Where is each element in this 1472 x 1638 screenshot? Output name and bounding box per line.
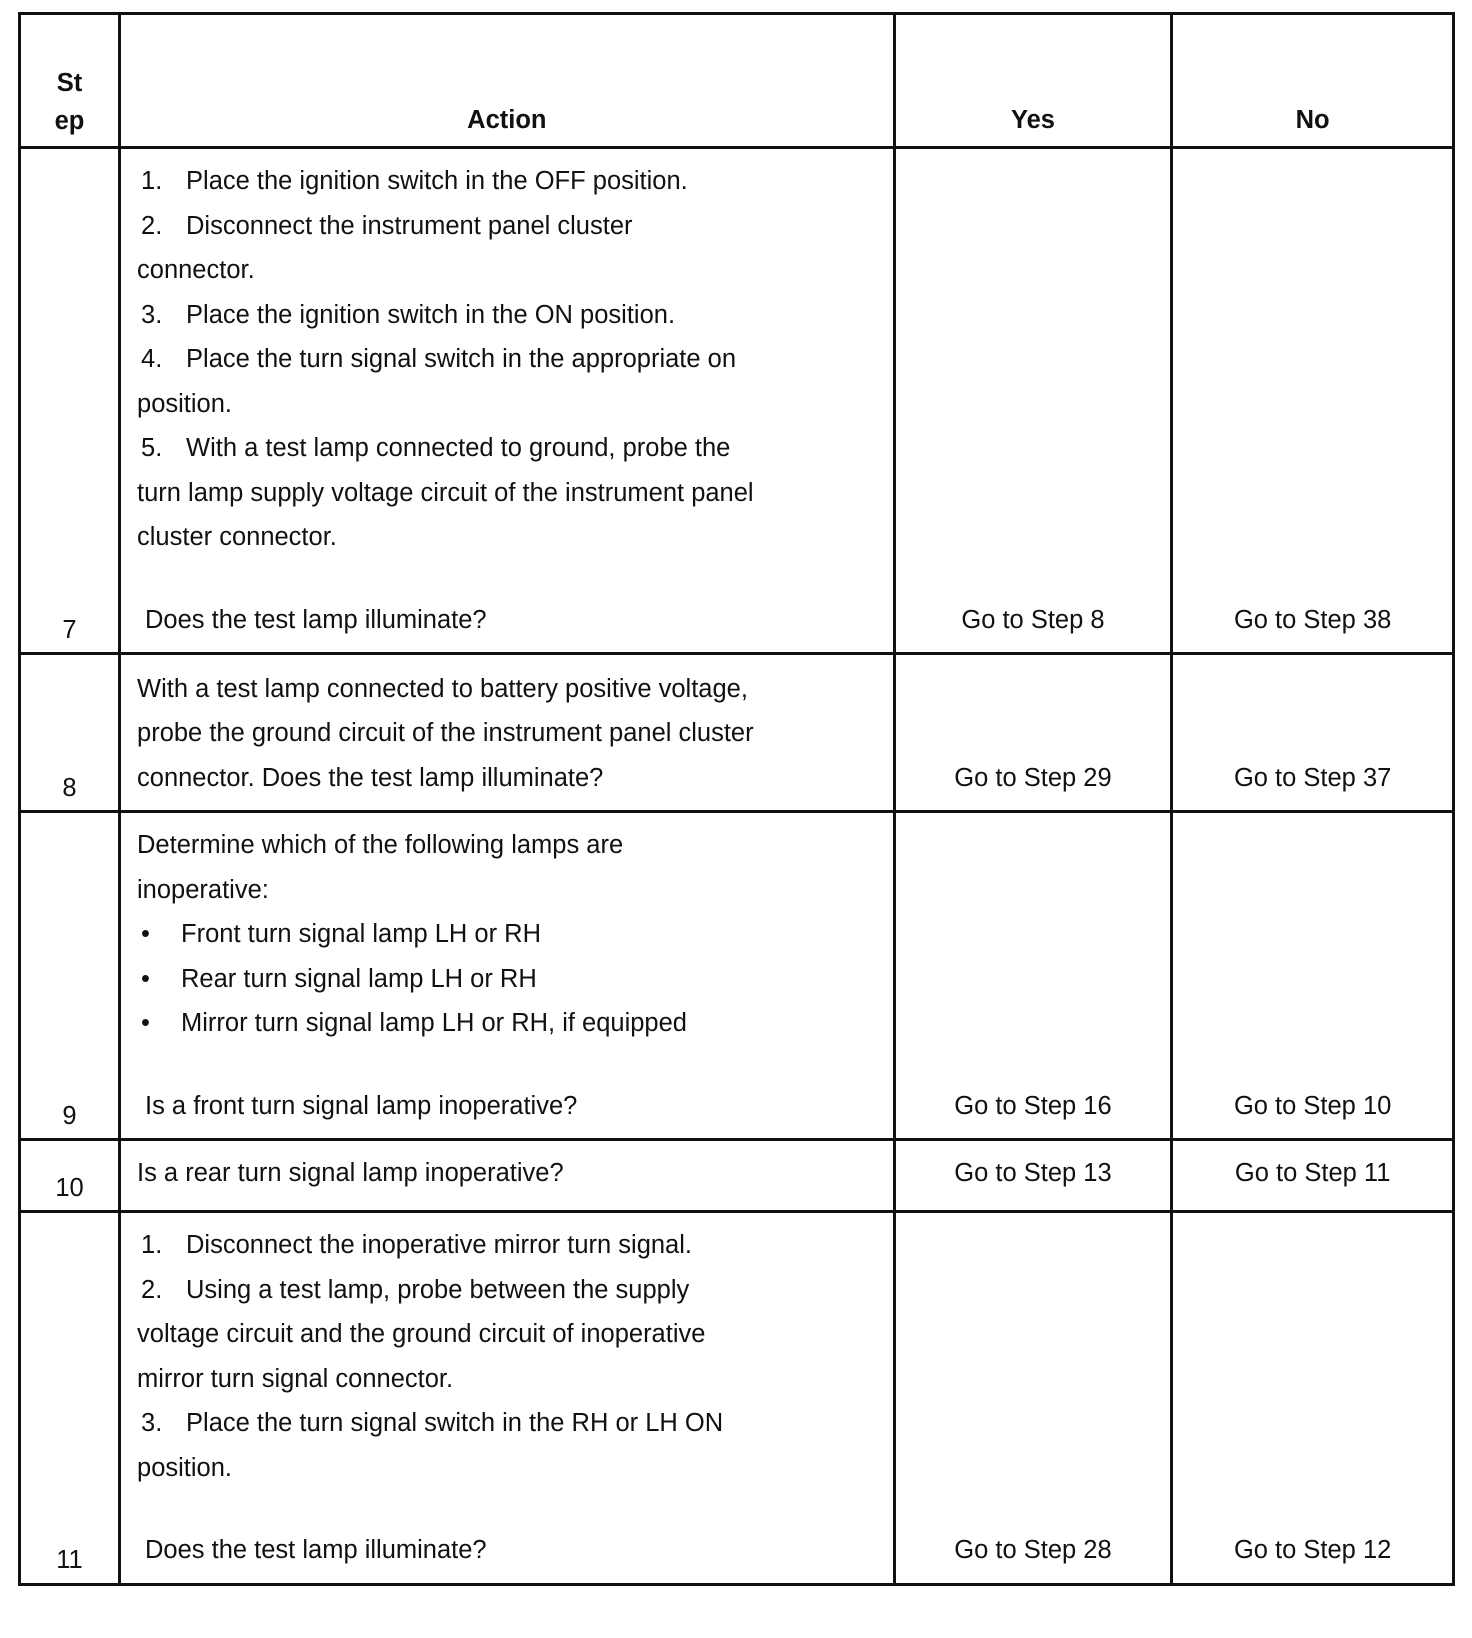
no-cell: Go to Step 11 bbox=[1172, 1140, 1454, 1212]
yes-cell: Go to Step 16 bbox=[894, 812, 1172, 1140]
action-line: 2. Disconnect the instrument panel cluster bbox=[141, 211, 633, 240]
no-cell: Go to Step 37 bbox=[1172, 654, 1454, 812]
header-yes: Yes bbox=[894, 14, 1172, 148]
diagnostic-table bbox=[18, 12, 1455, 1586]
action-line: 1. Place the ignition switch in the OFF position. bbox=[141, 167, 688, 195]
action-cell bbox=[120, 1212, 895, 1585]
header-no: No bbox=[1172, 14, 1454, 148]
header-step-line2: ep bbox=[54, 107, 85, 135]
action-line: turn lamp supply voltage circuit of the instrument panel bbox=[137, 478, 754, 507]
action-question: Does the test lamp illuminate? bbox=[145, 1536, 487, 1564]
action-line: 2. Using a test lamp, probe between the supply bbox=[141, 1275, 690, 1304]
header-step bbox=[20, 14, 120, 148]
yes-cell: Go to Step 29 bbox=[894, 654, 1172, 812]
action-line: position. bbox=[137, 1453, 232, 1482]
bullet-item: • Front turn signal lamp LH or RH bbox=[141, 920, 541, 948]
action-cell bbox=[120, 654, 895, 812]
action-line: cluster connector. bbox=[137, 523, 337, 551]
table-row bbox=[20, 1212, 1454, 1585]
action-line: probe the ground circuit of the instrument panel cluster bbox=[137, 719, 754, 747]
yes-cell: Go to Step 13 bbox=[894, 1140, 1172, 1212]
action-line: position. bbox=[137, 389, 232, 418]
no-cell: Go to Step 38 bbox=[1172, 148, 1454, 654]
action-question: Is a front turn signal lamp inoperative? bbox=[145, 1091, 578, 1120]
action-line: With a test lamp connected to battery positive voltage, bbox=[137, 674, 748, 703]
action-line: voltage circuit and the ground circuit of inoperative bbox=[137, 1320, 706, 1348]
step-number: 9 bbox=[20, 812, 120, 1140]
bullet-item: • Mirror turn signal lamp LH or RH, if equipped bbox=[141, 1009, 687, 1037]
action-line: Determine which of the following lamps are bbox=[137, 831, 624, 859]
action-cell bbox=[120, 148, 895, 654]
action-line: 3. Place the turn signal switch in the RH or LH ON bbox=[141, 1409, 724, 1437]
action-line: inoperative: bbox=[137, 875, 269, 904]
action-line: connector. Does the test lamp illuminate? bbox=[137, 763, 604, 792]
action-cell bbox=[120, 812, 895, 1140]
action-line: 4. Place the turn signal switch in the appropriate on bbox=[141, 345, 737, 373]
table-row bbox=[20, 148, 1454, 654]
header-action: Action bbox=[120, 14, 895, 148]
header-row bbox=[20, 14, 1454, 148]
action-line: 3. Place the ignition switch in the ON position. bbox=[141, 300, 676, 329]
step-number: 8 bbox=[20, 654, 120, 812]
yes-cell: Go to Step 28 bbox=[894, 1212, 1172, 1585]
action-line: 5. With a test lamp connected to ground, probe the bbox=[141, 434, 731, 462]
action-line: 1. Disconnect the inoperative mirror turn signal. bbox=[141, 1231, 692, 1259]
action-line: mirror turn signal connector. bbox=[137, 1364, 454, 1393]
action-cell: Is a rear turn signal lamp inoperative? bbox=[120, 1140, 895, 1212]
bullet-item: • Rear turn signal lamp LH or RH bbox=[141, 964, 537, 993]
step-number: 11 bbox=[20, 1212, 120, 1585]
header-step-line1: St bbox=[56, 69, 83, 97]
step-number: 10 bbox=[20, 1140, 120, 1212]
step-number: 7 bbox=[20, 148, 120, 654]
action-line: connector. bbox=[137, 256, 255, 284]
table-row bbox=[20, 1140, 1454, 1212]
action-question: Does the test lamp illuminate? bbox=[145, 605, 487, 634]
table-row bbox=[20, 654, 1454, 812]
no-cell: Go to Step 10 bbox=[1172, 812, 1454, 1140]
table-row bbox=[20, 812, 1454, 1140]
no-cell: Go to Step 12 bbox=[1172, 1212, 1454, 1585]
yes-cell: Go to Step 8 bbox=[894, 148, 1172, 654]
